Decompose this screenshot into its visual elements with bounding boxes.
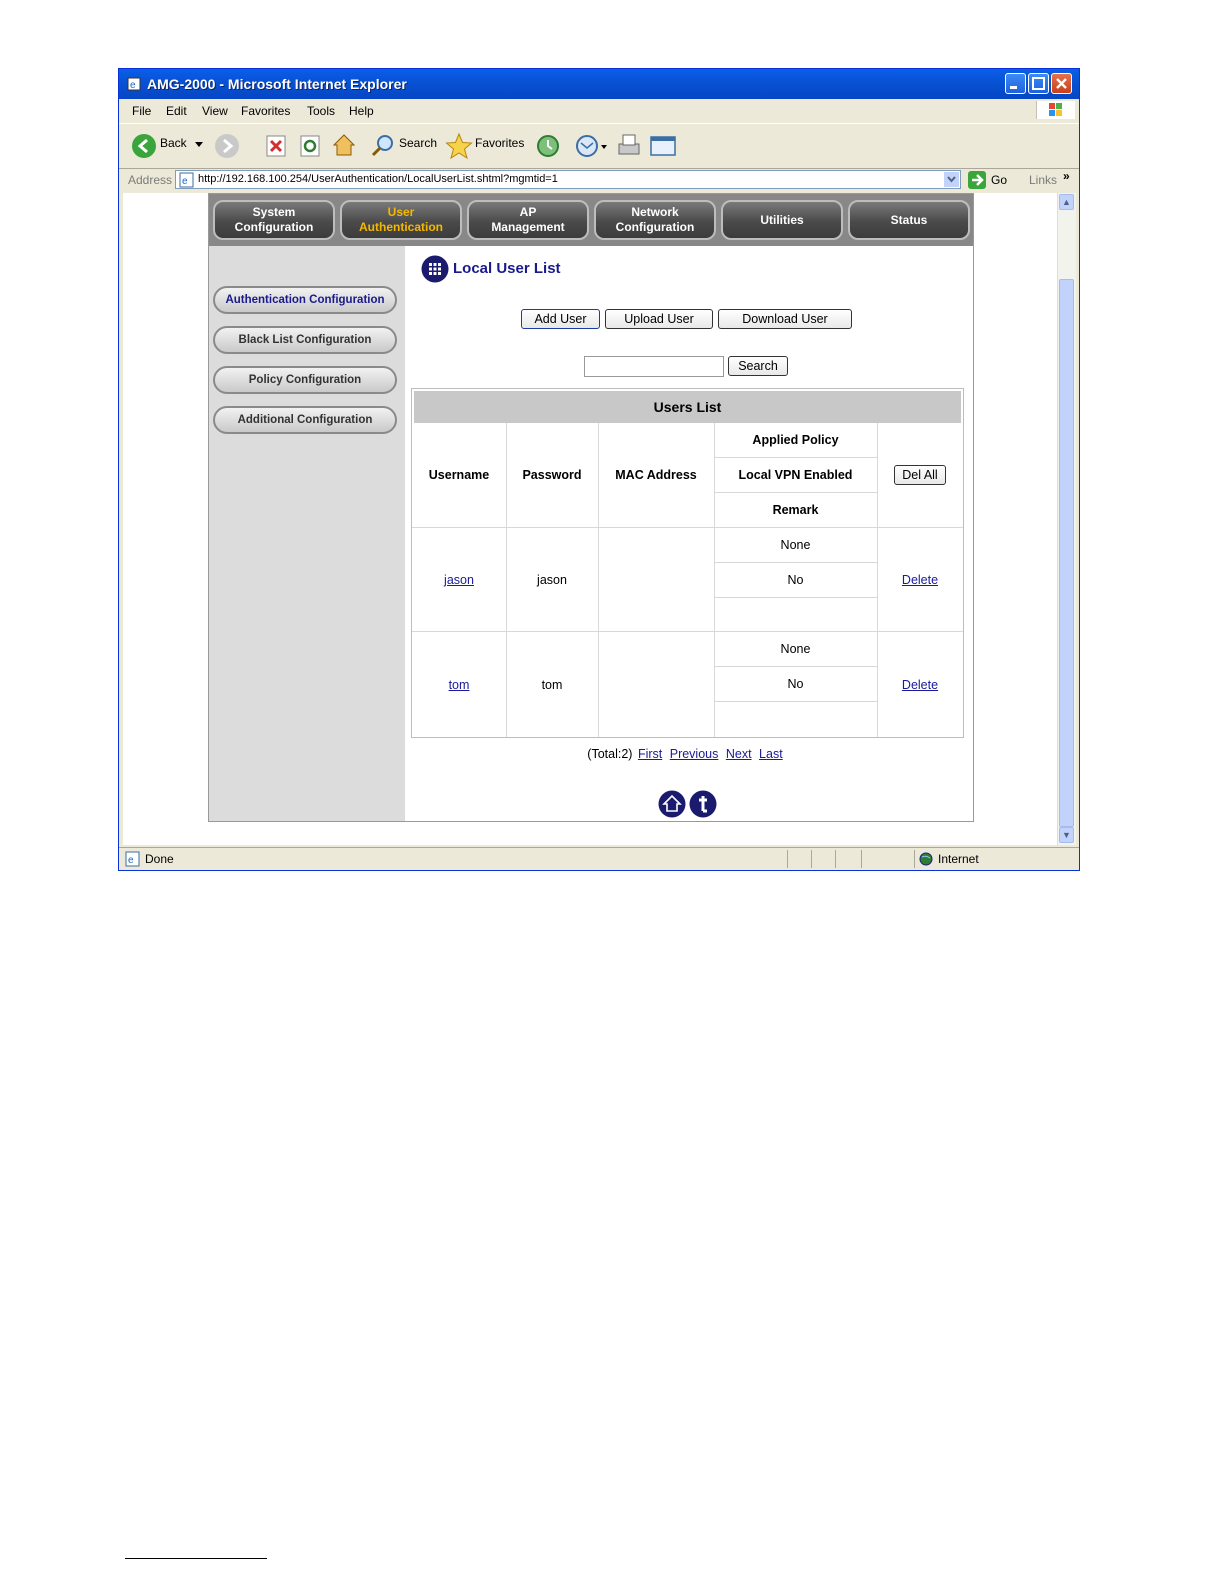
svg-text:e: e — [128, 855, 134, 866]
search-button[interactable]: Search — [728, 356, 788, 376]
tab-label-line1: AP — [519, 205, 537, 219]
tab-utilities[interactable] — [721, 200, 843, 240]
minimize-icon — [1006, 74, 1025, 93]
back-arrow-icon — [132, 134, 156, 158]
stop-icon[interactable] — [265, 134, 287, 158]
side-additional-configuration[interactable]: Additional Configuration — [213, 406, 397, 434]
table-row-username-cell — [412, 632, 506, 737]
menu-edit[interactable]: Edit — [166, 104, 187, 118]
tab-network-configuration[interactable] — [594, 200, 716, 240]
menu-view[interactable]: View — [202, 104, 228, 118]
remark-cell — [714, 598, 877, 631]
pager-previous-link[interactable]: Previous — [669, 747, 719, 761]
tab-label-line2: Management — [491, 220, 565, 234]
delete-link[interactable]: Delete — [901, 677, 939, 692]
header-remark: Remark — [772, 503, 819, 517]
tab-system-configuration[interactable] — [213, 200, 335, 240]
download-user-button[interactable]: Download User — [718, 309, 852, 329]
title-bar — [119, 69, 1079, 99]
action-cell — [877, 528, 963, 631]
pager-first-link[interactable]: First — [637, 747, 663, 761]
menu-bar — [119, 99, 1079, 121]
local-vpn-cell: No — [787, 573, 804, 587]
page-done-icon — [125, 851, 141, 867]
add-user-button[interactable]: Add User — [521, 309, 600, 329]
list-icon — [421, 255, 449, 283]
status-text: Done — [145, 852, 174, 866]
search-label[interactable]: Search — [399, 136, 438, 150]
home-icon[interactable] — [658, 790, 686, 818]
go-arrow-icon[interactable] — [967, 170, 987, 190]
back-dropdown-icon[interactable] — [195, 142, 203, 148]
tab-label-line2: Configuration — [234, 220, 314, 234]
menu-tools[interactable]: Tools — [307, 104, 336, 118]
back-to-top-icon[interactable] — [689, 790, 717, 818]
pager-next-link[interactable]: Next — [725, 747, 752, 761]
vertical-scrollbar[interactable] — [1057, 193, 1076, 845]
tab-label-line2: Authentication — [359, 220, 443, 234]
header-local-vpn-enabled: Local VPN Enabled — [738, 468, 853, 482]
maximize-button[interactable] — [1028, 73, 1049, 94]
footnote-rule — [125, 1558, 267, 1559]
back-button-icon[interactable] — [132, 134, 156, 158]
address-label: Address — [128, 173, 173, 187]
minimize-button[interactable] — [1005, 73, 1026, 94]
tab-label-line1: System — [252, 205, 296, 219]
close-icon — [1052, 74, 1071, 93]
password-cell: jason — [537, 572, 567, 587]
page-title: Local User List — [453, 260, 561, 277]
pager — [399, 747, 973, 761]
internet-globe-icon — [919, 852, 933, 866]
browser-window — [118, 68, 1080, 871]
maximize-icon — [1029, 74, 1048, 93]
menu-file[interactable]: File — [132, 104, 152, 118]
status-divider — [835, 850, 836, 868]
tab-status[interactable] — [848, 200, 970, 240]
mac-address-cell — [598, 632, 714, 737]
scroll-down-button[interactable]: ▼ — [1059, 827, 1074, 843]
users-list-table — [411, 388, 964, 738]
menu-favorites[interactable]: Favorites — [241, 104, 291, 118]
username-link[interactable]: tom — [448, 677, 470, 692]
refresh-icon[interactable] — [299, 134, 321, 158]
local-vpn-cell: No — [787, 677, 804, 691]
remark-cell — [714, 702, 877, 737]
windows-flag-icon — [1037, 101, 1075, 119]
search-input[interactable] — [584, 356, 724, 377]
upload-user-button[interactable]: Upload User — [605, 309, 713, 329]
tab-label-line1: User — [387, 205, 415, 219]
favorites-label[interactable]: Favorites — [475, 136, 525, 150]
tab-ap-management[interactable] — [467, 200, 589, 240]
windows-logo — [1036, 101, 1075, 119]
menu-help[interactable]: Help — [349, 104, 374, 118]
tab-label: Utilities — [760, 212, 804, 227]
password-cell: tom — [541, 677, 563, 692]
status-divider — [914, 850, 915, 868]
users-list-title: Users List — [414, 391, 961, 423]
username-link[interactable]: jason — [444, 572, 474, 587]
mac-address-cell — [598, 528, 714, 631]
pager-last-link[interactable]: Last — [759, 747, 783, 761]
tab-label-line1: Network — [631, 205, 679, 219]
standard-toolbar — [119, 123, 1079, 169]
status-divider — [861, 850, 862, 868]
header-password: Password — [522, 468, 582, 482]
tab-label-line2: Configuration — [615, 220, 695, 234]
favorites-star-icon[interactable] — [445, 132, 473, 160]
delete-link[interactable]: Delete — [901, 572, 939, 587]
print-icon[interactable] — [615, 132, 643, 160]
svg-text:e: e — [130, 80, 136, 91]
page-icon — [179, 172, 195, 188]
forward-button-icon[interactable] — [215, 134, 239, 158]
svg-text:e: e — [182, 176, 188, 187]
header-applied-policy: Applied Policy — [752, 433, 839, 447]
address-url: http://192.168.100.254/UserAuthentication/LocalUserList.shtml?mgmtid=1 — [198, 173, 558, 185]
address-input[interactable] — [175, 170, 961, 189]
address-dropdown[interactable] — [944, 172, 959, 187]
status-divider — [787, 850, 788, 868]
chevron-down-icon — [944, 172, 959, 187]
del-all-button[interactable]: Del All — [894, 465, 946, 485]
content-area — [123, 193, 1057, 845]
home-icon[interactable] — [331, 132, 357, 158]
mail-icon[interactable] — [575, 133, 609, 159]
side-authentication-configuration[interactable]: Authentication Configuration — [213, 286, 397, 314]
action-cell — [877, 632, 963, 737]
links-label[interactable]: Links — [1029, 173, 1058, 187]
pager-total: (Total:2) — [587, 747, 633, 761]
edit-icon[interactable] — [649, 134, 677, 158]
status-bar — [119, 847, 1079, 870]
search-icon[interactable] — [370, 133, 396, 159]
header-mac-address: MAC Address — [615, 468, 697, 482]
history-icon[interactable] — [535, 133, 561, 159]
security-zone: Internet — [938, 852, 979, 866]
admin-page — [208, 193, 974, 822]
top-nav — [209, 194, 973, 246]
table-row-username-cell — [412, 528, 506, 631]
window-title: AMG-2000 - Microsoft Internet Explorer — [147, 76, 407, 92]
side-policy-configuration[interactable]: Policy Configuration — [213, 366, 397, 394]
applied-policy-cell: None — [780, 642, 811, 656]
close-button[interactable] — [1051, 73, 1072, 94]
tab-user-authentication[interactable] — [340, 200, 462, 240]
applied-policy-cell: None — [780, 538, 811, 552]
address-bar — [119, 169, 1079, 191]
back-label[interactable]: Back — [160, 136, 187, 150]
side-black-list-configuration[interactable]: Black List Configuration — [213, 326, 397, 354]
scroll-up-button[interactable]: ▲ — [1059, 194, 1074, 210]
status-divider — [811, 850, 812, 868]
go-button[interactable]: Go — [991, 173, 1008, 187]
ie-icon — [127, 76, 143, 92]
side-panel — [209, 246, 405, 821]
scrollbar-thumb[interactable] — [1059, 279, 1074, 827]
chevron-right-icon[interactable]: » — [1063, 169, 1070, 183]
forward-arrow-icon — [215, 134, 239, 158]
tab-label: Status — [890, 212, 928, 227]
header-username: Username — [428, 468, 490, 482]
